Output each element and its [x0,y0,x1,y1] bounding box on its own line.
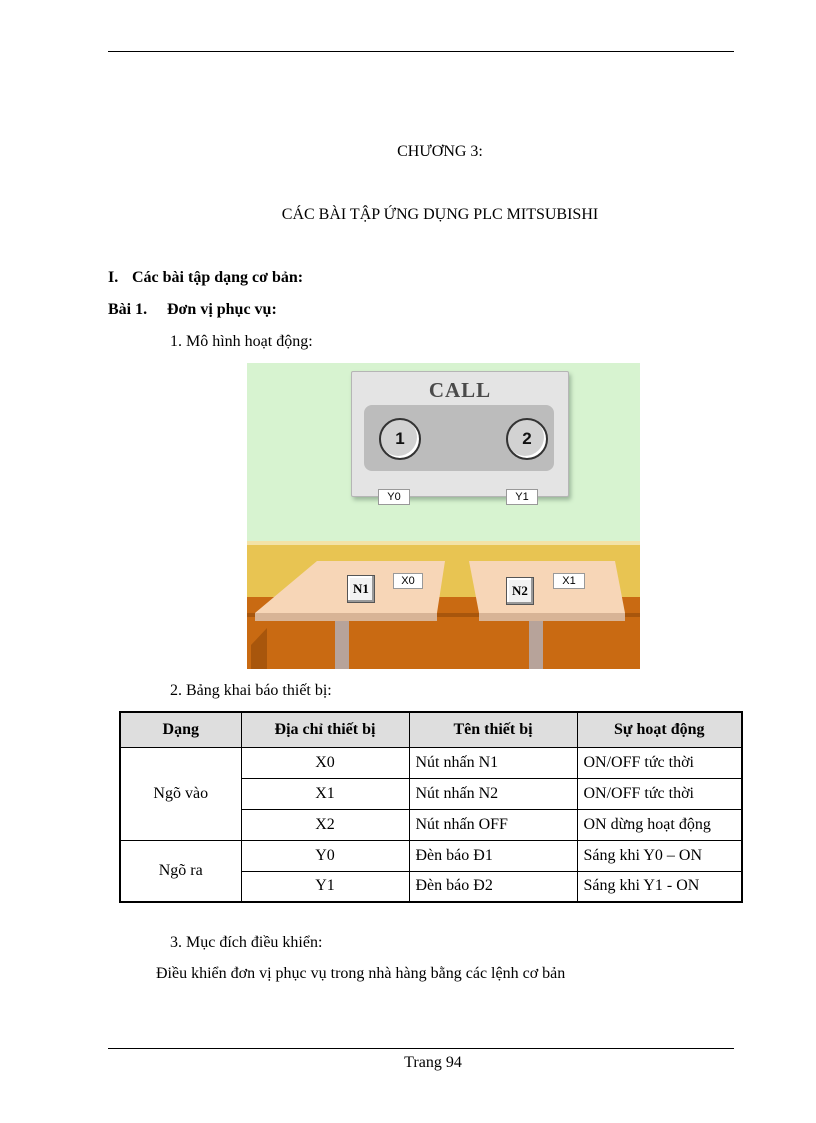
cell-address: Y0 [241,840,409,871]
cell-address: Y1 [241,871,409,902]
operation-model-figure [247,363,640,669]
lesson-number: Bài 1. [108,301,148,318]
cell-address: X0 [241,747,409,778]
item-3: 3. Mục đích điều khiển: [170,934,323,951]
cell-name: Nút nhấn OFF [409,809,577,840]
section-title: Các bài tập dạng cơ bản: [132,269,304,286]
chapter-title: CÁC BÀI TẬP ỨNG DỤNG PLC MITSUBISHI [281,206,599,223]
chapter-heading: CHƯƠNG 3: [397,143,483,160]
group-output: Ngõ ra [120,840,241,902]
call-panel [351,371,569,497]
tag-y0: Y0 [378,489,410,505]
header-address: Địa chỉ thiết bị [241,712,409,747]
cell-name: Đèn báo Đ1 [409,840,577,871]
purpose-paragraph: Điều khiển đơn vị phục vụ trong nhà hàng bằng các lệnh cơ bản [156,965,566,982]
lesson-title: Đơn vị phục vụ: [167,301,277,318]
cell-operation: Sáng khi Y0 – ON [577,840,742,871]
cell-operation: Sáng khi Y1 - ON [577,871,742,902]
tag-x0: X0 [393,573,423,589]
tag-x1: X1 [553,573,585,589]
table-header-row [120,712,742,747]
right-table-top [469,561,625,613]
header-operation: Sự hoạt động [577,712,742,747]
lamp-tray [364,405,554,471]
button-n1[interactable]: N1 [347,575,375,603]
cell-name: Nút nhấn N2 [409,778,577,809]
footer-rule [108,1048,734,1049]
lamp-2-icon: 2 [506,418,548,460]
cell-operation: ON/OFF tức thời [577,747,742,778]
group-input: Ngõ vào [120,747,241,840]
call-panel-title: CALL [428,378,492,402]
cell-address: X1 [241,778,409,809]
device-declaration-table [119,711,743,903]
button-n2[interactable]: N2 [506,577,534,605]
cell-operation: ON dừng hoạt động [577,809,742,840]
lamp-1-icon: 1 [379,418,421,460]
cell-name: Nút nhấn N1 [409,747,577,778]
page-number: Trang 94 [404,1054,462,1071]
header-type: Dạng [120,712,241,747]
table-row [120,747,742,778]
cell-name: Đèn báo Đ2 [409,871,577,902]
cell-operation: ON/OFF tức thời [577,778,742,809]
table-row [120,840,742,871]
header-device-name: Tên thiết bị [409,712,577,747]
header-rule [108,51,734,52]
section-number: I. [108,269,119,286]
item-2: 2. Bảng khai báo thiết bị: [170,682,332,699]
cell-address: X2 [241,809,409,840]
tag-y1: Y1 [506,489,538,505]
item-1: 1. Mô hình hoạt động: [170,333,313,350]
